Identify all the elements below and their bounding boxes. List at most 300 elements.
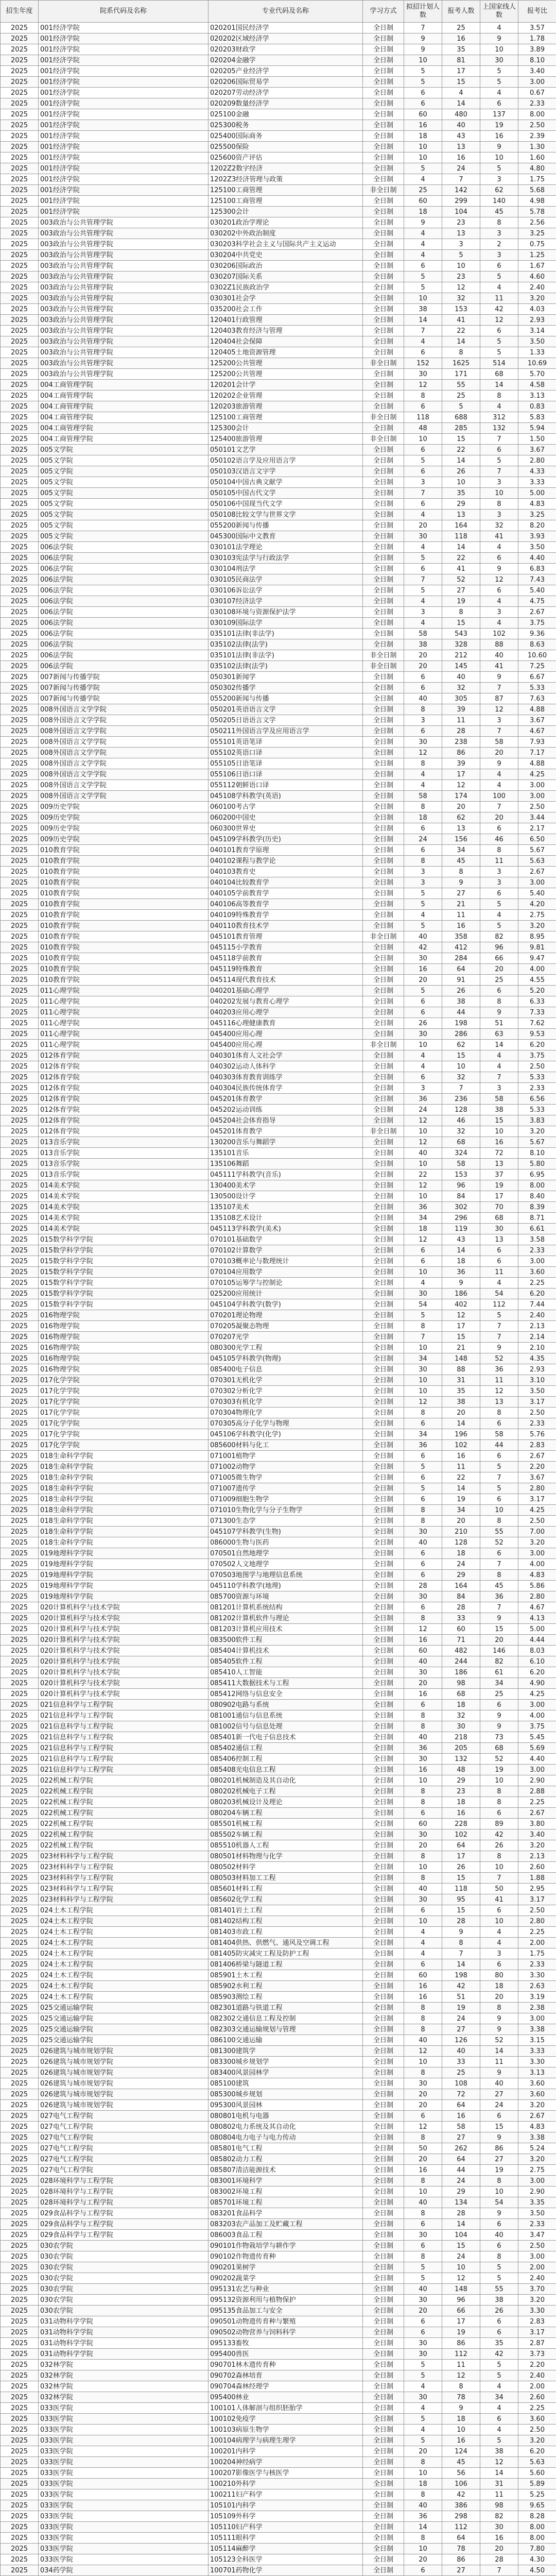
- table-row: [1, 1656, 556, 1667]
- cell-study-mode: 全日制: [363, 1180, 404, 1191]
- cell-above-national-line: 9: [480, 2067, 518, 2078]
- cell-above-national-line: 3: [480, 228, 518, 239]
- cell-above-national-line: 6: [480, 2316, 518, 2327]
- table-row: [1, 2003, 556, 2013]
- cell-application-ratio: 3.60: [518, 1267, 556, 1278]
- cell-year: 2025: [1, 2446, 39, 2457]
- cell-major: 050205日语语言文学: [208, 715, 363, 726]
- table-row: [1, 1505, 556, 1516]
- cell-major: 085903测绘工程: [208, 1992, 363, 2003]
- cell-department: 015数学科学学院: [39, 1267, 208, 1278]
- cell-study-mode: 全日制: [363, 217, 404, 228]
- cell-applicants: 210: [442, 1527, 480, 1537]
- cell-above-national-line: 9: [480, 1721, 518, 1732]
- cell-department: 015数学科学学院: [39, 1289, 208, 1299]
- table-body: [1, 23, 556, 2576]
- table-row: [1, 499, 556, 510]
- cell-department: 012体育学院: [39, 1072, 208, 1083]
- cell-major: 020209数量经济学: [208, 98, 363, 109]
- cell-major: 125300会计: [208, 207, 363, 217]
- cell-application-ratio: 5.89: [518, 2479, 556, 2489]
- table-row: [1, 2078, 556, 2089]
- cell-department: 010教育学院: [39, 867, 208, 877]
- cell-above-national-line: 40: [480, 2078, 518, 2089]
- cell-application-ratio: 4.33: [518, 466, 556, 477]
- cell-year: 2025: [1, 812, 39, 823]
- cell-application-ratio: 3.10: [518, 1375, 556, 1386]
- cell-above-national-line: 19: [480, 1765, 518, 1775]
- header-study-mode: 学习方式: [363, 1, 404, 23]
- cell-application-ratio: 3.00: [518, 877, 556, 888]
- table-row: [1, 217, 556, 228]
- cell-planned-enrollment: 10: [404, 1862, 442, 1873]
- cell-study-mode: 全日制: [363, 1927, 404, 1938]
- cell-major: 105101内科学: [208, 2500, 363, 2511]
- cell-applicants: 14: [442, 1245, 480, 1256]
- cell-application-ratio: 3.00: [518, 1256, 556, 1267]
- cell-planned-enrollment: 20: [404, 2446, 442, 2457]
- cell-department: 020计算机科学与技术学院: [39, 1613, 208, 1624]
- cell-department: 033医学院: [39, 2435, 208, 2446]
- cell-applicants: 22: [442, 445, 480, 455]
- cell-major: 040101教育学原理: [208, 845, 363, 856]
- cell-department: 018生命科学学院: [39, 1483, 208, 1494]
- cell-planned-enrollment: 8: [404, 2024, 442, 2035]
- cell-applicants: 126: [442, 2035, 480, 2046]
- cell-major: 085404计算机技术: [208, 1646, 363, 1656]
- cell-study-mode: 全日制: [363, 1613, 404, 1624]
- table-row: [1, 2219, 556, 2230]
- cell-applicants: 28: [442, 726, 480, 737]
- cell-applicants: 30: [442, 1721, 480, 1732]
- table-row: [1, 1710, 556, 1721]
- cell-major: 085502车辆工程: [208, 1829, 363, 1840]
- table-row: [1, 553, 556, 564]
- cell-study-mode: 全日制: [363, 585, 404, 596]
- cell-application-ratio: 8.00: [518, 1180, 556, 1191]
- cell-applicants: 29: [442, 1570, 480, 1581]
- cell-year: 2025: [1, 1797, 39, 1808]
- cell-applicants: 32: [442, 293, 480, 304]
- cell-study-mode: 全日制: [363, 2100, 404, 2111]
- cell-major: 045202运动训练: [208, 1105, 363, 1115]
- cell-planned-enrollment: 4: [404, 239, 442, 250]
- cell-above-national-line: 6: [480, 1245, 518, 1256]
- cell-above-national-line: 19: [480, 120, 518, 131]
- cell-application-ratio: 3.44: [518, 812, 556, 823]
- table-row: [1, 791, 556, 802]
- cell-planned-enrollment: 8: [404, 704, 442, 715]
- cell-department: 019地理科学学院: [39, 1591, 208, 1602]
- cell-year: 2025: [1, 2122, 39, 2132]
- cell-planned-enrollment: 14: [404, 315, 442, 326]
- cell-year: 2025: [1, 2273, 39, 2284]
- cell-study-mode: 全日制: [363, 2089, 404, 2100]
- cell-study-mode: 全日制: [363, 2197, 404, 2208]
- cell-application-ratio: 4.03: [518, 304, 556, 315]
- cell-above-national-line: 4: [480, 596, 518, 607]
- cell-department: 024土木工程学院: [39, 1970, 208, 1981]
- cell-department: 008外国语言文学学院: [39, 769, 208, 780]
- cell-major: 035102法律(法学): [208, 639, 363, 650]
- cell-major: 040302运动人体科学: [208, 1061, 363, 1072]
- cell-application-ratio: 3.20: [518, 293, 556, 304]
- table-row: [1, 2295, 556, 2306]
- cell-above-national-line: 58: [480, 1429, 518, 1440]
- cell-applicants: 218: [442, 1732, 480, 1743]
- table-row: [1, 1050, 556, 1061]
- cell-application-ratio: 2.83: [518, 2316, 556, 2327]
- cell-study-mode: 全日制: [363, 1700, 404, 1710]
- cell-above-national-line: 52: [480, 2035, 518, 2046]
- cell-above-national-line: 54: [480, 2197, 518, 2208]
- cell-applicants: 7: [442, 1083, 480, 1094]
- cell-above-national-line: 6: [480, 1494, 518, 1505]
- cell-applicants: 64: [442, 2100, 480, 2111]
- cell-application-ratio: 7.17: [518, 748, 556, 758]
- cell-above-national-line: 7: [480, 683, 518, 693]
- cell-applicants: 72: [442, 2089, 480, 2100]
- cell-above-national-line: 4: [480, 1050, 518, 1061]
- cell-year: 2025: [1, 520, 39, 531]
- cell-above-national-line: 9: [480, 1613, 518, 1624]
- table-row: [1, 899, 556, 910]
- cell-above-national-line: 312: [480, 412, 518, 423]
- cell-department: 029食品科学与工程学院: [39, 2208, 208, 2219]
- cell-above-national-line: 6: [480, 585, 518, 596]
- cell-major: 105114麻醉学: [208, 2544, 363, 2554]
- cell-application-ratio: 6.20: [518, 1667, 556, 1678]
- cell-above-national-line: 6: [480, 2327, 518, 2338]
- cell-department: 028环境科学与工程学院: [39, 2197, 208, 2208]
- table-row: [1, 758, 556, 769]
- cell-above-national-line: 12: [480, 574, 518, 585]
- cell-department: 001经济学院: [39, 23, 208, 33]
- cell-year: 2025: [1, 802, 39, 812]
- cell-application-ratio: 1.75: [518, 1948, 556, 1959]
- cell-year: 2025: [1, 1256, 39, 1267]
- cell-department: 027电气工程学院: [39, 2165, 208, 2176]
- cell-study-mode: 全日制: [363, 2273, 404, 2284]
- cell-major: 125100工商管理: [208, 412, 363, 423]
- cell-planned-enrollment: 4: [404, 1061, 442, 1072]
- cell-major: 040105学前教育学: [208, 888, 363, 899]
- table-row: [1, 650, 556, 661]
- cell-application-ratio: 1.50: [518, 434, 556, 445]
- cell-application-ratio: 2.95: [518, 1884, 556, 1894]
- cell-study-mode: 全日制: [363, 726, 404, 737]
- cell-above-national-line: 68: [480, 1213, 518, 1224]
- cell-department: 025交通运输学院: [39, 2024, 208, 2035]
- cell-planned-enrollment: 6: [404, 1905, 442, 1916]
- cell-above-national-line: 5: [480, 899, 518, 910]
- cell-department: 027电气工程学院: [39, 2111, 208, 2122]
- cell-department: 005文学院: [39, 510, 208, 520]
- cell-planned-enrollment: 6: [404, 1007, 442, 1018]
- cell-planned-enrollment: 8: [404, 1321, 442, 1332]
- cell-department: 018生命科学学院: [39, 1516, 208, 1527]
- table-row: [1, 1040, 556, 1050]
- cell-above-national-line: 18: [480, 1981, 518, 1992]
- cell-above-national-line: 3: [480, 1083, 518, 1094]
- table-row: [1, 401, 556, 412]
- cell-year: 2025: [1, 2003, 39, 2013]
- cell-planned-enrollment: 24: [404, 1105, 442, 1115]
- table-row: [1, 1310, 556, 1321]
- table-row: [1, 1775, 556, 1786]
- cell-study-mode: 全日制: [363, 347, 404, 358]
- cell-study-mode: 全日制: [363, 596, 404, 607]
- cell-study-mode: 非全日制: [363, 412, 404, 423]
- cell-study-mode: 全日制: [363, 867, 404, 877]
- cell-above-national-line: 7: [480, 1873, 518, 1884]
- cell-application-ratio: 8.00: [518, 2522, 556, 2533]
- cell-year: 2025: [1, 1375, 39, 1386]
- cell-planned-enrollment: 6: [404, 1700, 442, 1710]
- cell-application-ratio: 2.67: [518, 867, 556, 877]
- cell-department: 033医学院: [39, 2479, 208, 2489]
- table-row: [1, 1332, 556, 1343]
- table-row: [1, 163, 556, 174]
- cell-department: 029食品科学与工程学院: [39, 2230, 208, 2241]
- table-row: [1, 2100, 556, 2111]
- cell-study-mode: 全日制: [363, 1732, 404, 1743]
- cell-applicants: 64: [442, 2154, 480, 2165]
- cell-application-ratio: 0.67: [518, 88, 556, 98]
- cell-planned-enrollment: 4: [404, 618, 442, 629]
- cell-major: 095300风景园林: [208, 2100, 363, 2111]
- table-row: [1, 2392, 556, 2403]
- cell-study-mode: 全日制: [363, 802, 404, 812]
- cell-planned-enrollment: 16: [404, 120, 442, 131]
- cell-department: 005文学院: [39, 520, 208, 531]
- cell-study-mode: 全日制: [363, 1710, 404, 1721]
- cell-department: 012体育学院: [39, 1105, 208, 1115]
- cell-above-national-line: 7: [480, 434, 518, 445]
- cell-major: 025400国际商务: [208, 131, 363, 142]
- cell-year: 2025: [1, 131, 39, 142]
- cell-applicants: 198: [442, 1970, 480, 1981]
- cell-year: 2025: [1, 1451, 39, 1462]
- cell-application-ratio: 2.33: [518, 1959, 556, 1970]
- table-row: [1, 1905, 556, 1916]
- cell-major: 090702森林培育: [208, 2370, 363, 2381]
- cell-year: 2025: [1, 2284, 39, 2295]
- cell-major: 070303有机化学: [208, 1397, 363, 1408]
- table-row: [1, 585, 556, 596]
- cell-above-national-line: 8: [480, 217, 518, 228]
- table-row: [1, 2349, 556, 2360]
- cell-year: 2025: [1, 1440, 39, 1451]
- cell-application-ratio: 5.63: [518, 2457, 556, 2468]
- cell-year: 2025: [1, 412, 39, 423]
- cell-department: 017化学学院: [39, 1386, 208, 1397]
- table-row: [1, 2143, 556, 2154]
- cell-applicants: 262: [442, 2143, 480, 2154]
- cell-applicants: 78: [442, 2544, 480, 2554]
- cell-department: 021信息科学与工程学院: [39, 1721, 208, 1732]
- cell-above-national-line: 55: [480, 2284, 518, 2295]
- cell-application-ratio: 2.67: [518, 1451, 556, 1462]
- cell-year: 2025: [1, 1667, 39, 1678]
- cell-year: 2025: [1, 1224, 39, 1234]
- cell-applicants: 11: [442, 2360, 480, 2370]
- cell-department: 020计算机科学与技术学院: [39, 1667, 208, 1678]
- cell-above-national-line: 10: [480, 488, 518, 499]
- cell-major: 040106高等教育学: [208, 899, 363, 910]
- cell-planned-enrollment: 10: [404, 1267, 442, 1278]
- table-row: [1, 618, 556, 629]
- cell-major: 095400林业: [208, 2392, 363, 2403]
- cell-applicants: 58: [442, 2122, 480, 2132]
- cell-applicants: 236: [442, 1094, 480, 1105]
- table-row: [1, 2500, 556, 2511]
- cell-above-national-line: 14: [480, 1040, 518, 1050]
- cell-above-national-line: 5: [480, 272, 518, 282]
- cell-major: 045109学科教学(历史): [208, 834, 363, 845]
- cell-year: 2025: [1, 2381, 39, 2392]
- cell-above-national-line: 5: [480, 77, 518, 88]
- cell-study-mode: 全日制: [363, 1072, 404, 1083]
- cell-major: 050106中国现当代文学: [208, 499, 363, 510]
- cell-application-ratio: 2.20: [518, 1462, 556, 1472]
- cell-department: 001经济学院: [39, 88, 208, 98]
- cell-applicants: 324: [442, 1148, 480, 1159]
- table-row: [1, 542, 556, 553]
- cell-study-mode: 全日制: [363, 1537, 404, 1548]
- cell-applicants: 27: [442, 2024, 480, 2035]
- cell-major: 050211外国语言学及应用语言学: [208, 726, 363, 737]
- cell-applicants: 119: [442, 1224, 480, 1234]
- cell-department: 001经济学院: [39, 120, 208, 131]
- cell-application-ratio: 4.25: [518, 1689, 556, 1700]
- table-row: [1, 272, 556, 282]
- cell-major: 035102法律(法学): [208, 661, 363, 672]
- cell-department: 007新闻与传播学院: [39, 672, 208, 683]
- cell-department: 004工商管理学院: [39, 423, 208, 434]
- cell-major: 070103概率论与数理统计: [208, 1256, 363, 1267]
- cell-applicants: 145: [442, 661, 480, 672]
- cell-major: 070302分析化学: [208, 1386, 363, 1397]
- cell-applicants: 45: [442, 856, 480, 867]
- cell-application-ratio: 3.70: [518, 2284, 556, 2295]
- cell-application-ratio: 4.44: [518, 1635, 556, 1646]
- cell-department: 009历史学院: [39, 802, 208, 812]
- cell-application-ratio: 8.63: [518, 639, 556, 650]
- cell-study-mode: 全日制: [363, 975, 404, 986]
- cell-major: 085100建筑: [208, 2078, 363, 2089]
- cell-application-ratio: 4.40: [518, 553, 556, 564]
- cell-applicants: 8: [442, 2381, 480, 2392]
- cell-year: 2025: [1, 1462, 39, 1472]
- cell-planned-enrollment: 30: [404, 1364, 442, 1375]
- cell-study-mode: 全日制: [363, 98, 404, 109]
- cell-application-ratio: 5.76: [518, 1429, 556, 1440]
- cell-above-national-line: 4: [480, 1278, 518, 1289]
- table-row: [1, 2197, 556, 2208]
- cell-planned-enrollment: 6: [404, 823, 442, 834]
- cell-major: 085901土木工程: [208, 1970, 363, 1981]
- cell-application-ratio: 3.35: [518, 2197, 556, 2208]
- cell-department: 018生命科学学院: [39, 1527, 208, 1537]
- cell-applicants: 156: [442, 834, 480, 845]
- cell-study-mode: 全日制: [363, 1148, 404, 1159]
- cell-application-ratio: 4.67: [518, 1602, 556, 1613]
- table-row: [1, 910, 556, 921]
- table-row: [1, 693, 556, 704]
- cell-applicants: 42: [442, 2489, 480, 2500]
- cell-above-national-line: 5: [480, 455, 518, 466]
- cell-year: 2025: [1, 899, 39, 910]
- table-row: [1, 250, 556, 261]
- cell-application-ratio: 2.10: [518, 1343, 556, 1353]
- cell-department: 033医学院: [39, 2468, 208, 2479]
- cell-above-national-line: 31: [480, 2479, 518, 2489]
- table-row: [1, 607, 556, 618]
- cell-application-ratio: 3.60: [518, 2078, 556, 2089]
- cell-major: 070101基础数学: [208, 1234, 363, 1245]
- table-row: [1, 2489, 556, 2500]
- cell-study-mode: 全日制: [363, 2284, 404, 2295]
- cell-study-mode: 全日制: [363, 1981, 404, 1992]
- cell-above-national-line: 34: [480, 2392, 518, 2403]
- cell-applicants: 688: [442, 412, 480, 423]
- cell-planned-enrollment: 6: [404, 1072, 442, 1083]
- cell-department: 021信息科学与工程学院: [39, 1743, 208, 1754]
- cell-above-national-line: 6: [480, 823, 518, 834]
- cell-department: 021信息科学与工程学院: [39, 1700, 208, 1710]
- cell-study-mode: 全日制: [363, 704, 404, 715]
- cell-year: 2025: [1, 336, 39, 347]
- cell-year: 2025: [1, 975, 39, 986]
- table-row: [1, 2425, 556, 2435]
- cell-above-national-line: 3: [480, 867, 518, 877]
- cell-applicants: 7: [442, 174, 480, 185]
- cell-department: 026建筑与城市规划学院: [39, 2057, 208, 2067]
- cell-above-national-line: 32: [480, 520, 518, 531]
- cell-study-mode: 全日制: [363, 737, 404, 748]
- cell-application-ratio: 9.53: [518, 1029, 556, 1040]
- cell-application-ratio: 3.15: [518, 2035, 556, 2046]
- cell-above-national-line: 30: [480, 1224, 518, 1234]
- cell-applicants: 302: [442, 1202, 480, 1213]
- cell-department: 014美术学院: [39, 1180, 208, 1191]
- table-row: [1, 672, 556, 683]
- cell-application-ratio: 3.40: [518, 1829, 556, 1840]
- cell-department: 020计算机科学与技术学院: [39, 1656, 208, 1667]
- cell-applicants: 12: [442, 1310, 480, 1321]
- cell-above-national-line: 9: [480, 564, 518, 574]
- cell-major: 085411大数据技术与工程: [208, 1678, 363, 1689]
- cell-department: 013音乐学院: [39, 1148, 208, 1159]
- table-row: [1, 347, 556, 358]
- table-row: [1, 1646, 556, 1656]
- cell-study-mode: 全日制: [363, 1938, 404, 1948]
- cell-planned-enrollment: 5: [404, 585, 442, 596]
- cell-above-national-line: 4: [480, 780, 518, 791]
- cell-department: 016物理学院: [39, 1310, 208, 1321]
- cell-major: 081406桥梁与隧道工程: [208, 1959, 363, 1970]
- cell-application-ratio: 4.20: [518, 899, 556, 910]
- cell-above-national-line: 26: [480, 1840, 518, 1851]
- table-row: [1, 856, 556, 867]
- cell-above-national-line: 88: [480, 639, 518, 650]
- header-department: 院系代码及名称: [39, 1, 208, 23]
- cell-planned-enrollment: 16: [404, 1981, 442, 1992]
- cell-study-mode: 全日制: [363, 369, 404, 380]
- cell-study-mode: 全日制: [363, 748, 404, 758]
- table-row: [1, 1440, 556, 1451]
